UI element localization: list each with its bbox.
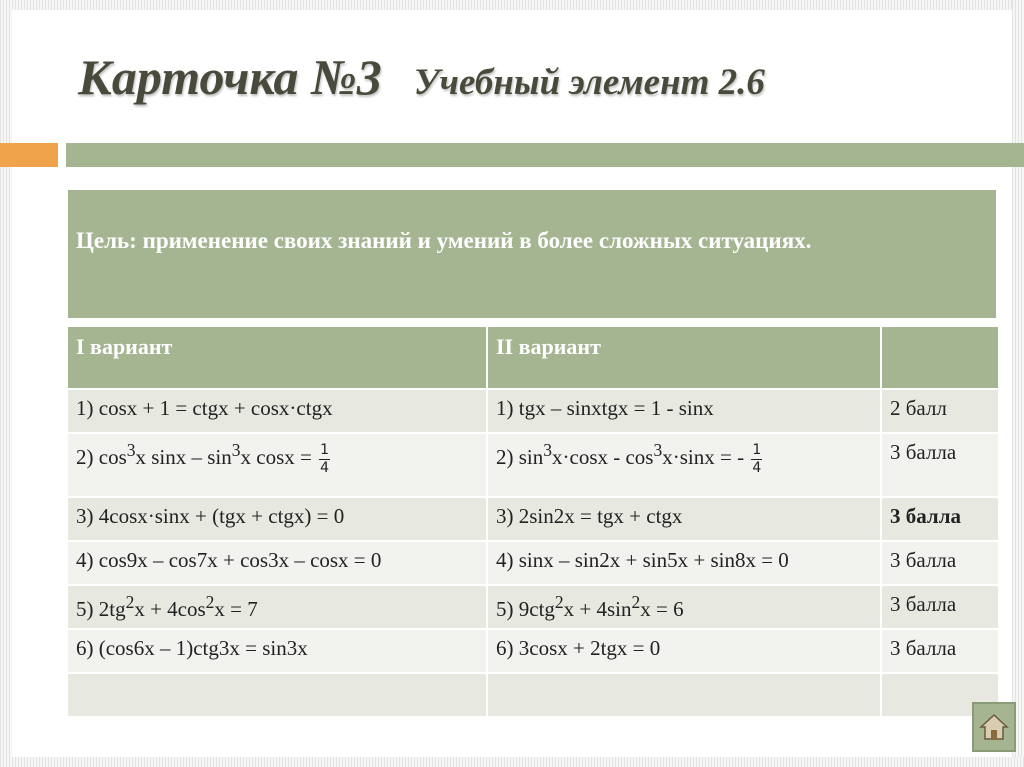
table-row (67, 433, 999, 497)
table-row (67, 497, 999, 541)
table-row (67, 389, 999, 433)
task-score: 3 балла (881, 433, 999, 497)
table-row (67, 541, 999, 585)
tasks-table (66, 325, 1000, 718)
table-row (67, 585, 999, 629)
task-v2: 5) $9ctg^2x + 4\sin^2x = 6$ (487, 585, 881, 629)
task-v1: 6) (cos6x – 1)ctg3x = sin3x (67, 629, 487, 673)
task-v1: 2) $\cos^3x$ sinx – $\sin^3x$ cosx = $\frac{1}{4}$ (67, 433, 487, 497)
header-variant-2: II вариант (487, 326, 881, 389)
task-v1: 4) cos9x – cos7x + cos3x – cosx = 0 (67, 541, 487, 585)
task-score: 3 балла (881, 629, 999, 673)
task-v2: 3) 2sin2x = tgx + ctgx (487, 497, 881, 541)
goal-text: Цель: применение своих знаний и умений в более сложных ситуациях. (76, 228, 812, 253)
slide-title (78, 48, 765, 106)
task-score: 3 балла (881, 497, 999, 541)
table-header-row (67, 326, 999, 389)
table-row-empty (67, 673, 999, 717)
decor-green-bar (66, 143, 1024, 167)
fraction: $\frac{1}{4}$ (752, 441, 762, 476)
task-v2: 1) tgx – sinxtgx = 1 - sinx (487, 389, 881, 433)
task-score: 3 балла (881, 585, 999, 629)
empty-cell (67, 673, 487, 717)
element-title: Учебный элемент 2.6 (413, 62, 765, 103)
table-row (67, 629, 999, 673)
card-title: Карточка №3 (78, 49, 382, 105)
task-v2: 2) $\sin^3x\cdot\cos x - \cos^3x\cdot\sin x$ = - $\frac{1}{4}$ (487, 433, 881, 497)
goal-box (68, 190, 996, 318)
frame-top-border (0, 0, 1024, 10)
task-v1: 1) cosx + 1 = ctgx + cosx·ctgx (67, 389, 487, 433)
empty-cell (487, 673, 881, 717)
task-v1: 5) $2tg^2x + 4\cos^2x = 7$ (67, 585, 487, 629)
task-score: 3 балла (881, 541, 999, 585)
header-variant-1: I вариант (67, 326, 487, 389)
home-button[interactable] (972, 702, 1016, 752)
task-v1: 3) 4cosx·sinx + (tgx + ctgx) = 0 (67, 497, 487, 541)
header-score (881, 326, 999, 389)
task-score: 2 балл (881, 389, 999, 433)
frame-left-border (0, 0, 12, 767)
fraction: $\frac{1}{4}$ (320, 441, 330, 476)
frame-bottom-border (0, 757, 1024, 767)
frame-right-border (1012, 0, 1024, 767)
task-v2: 6) 3cosx + 2tgx = 0 (487, 629, 881, 673)
decor-orange-bar (0, 143, 58, 167)
home-icon (979, 712, 1009, 742)
task-v2: 4) sinx – sin2x + sin5x + sin8x = 0 (487, 541, 881, 585)
